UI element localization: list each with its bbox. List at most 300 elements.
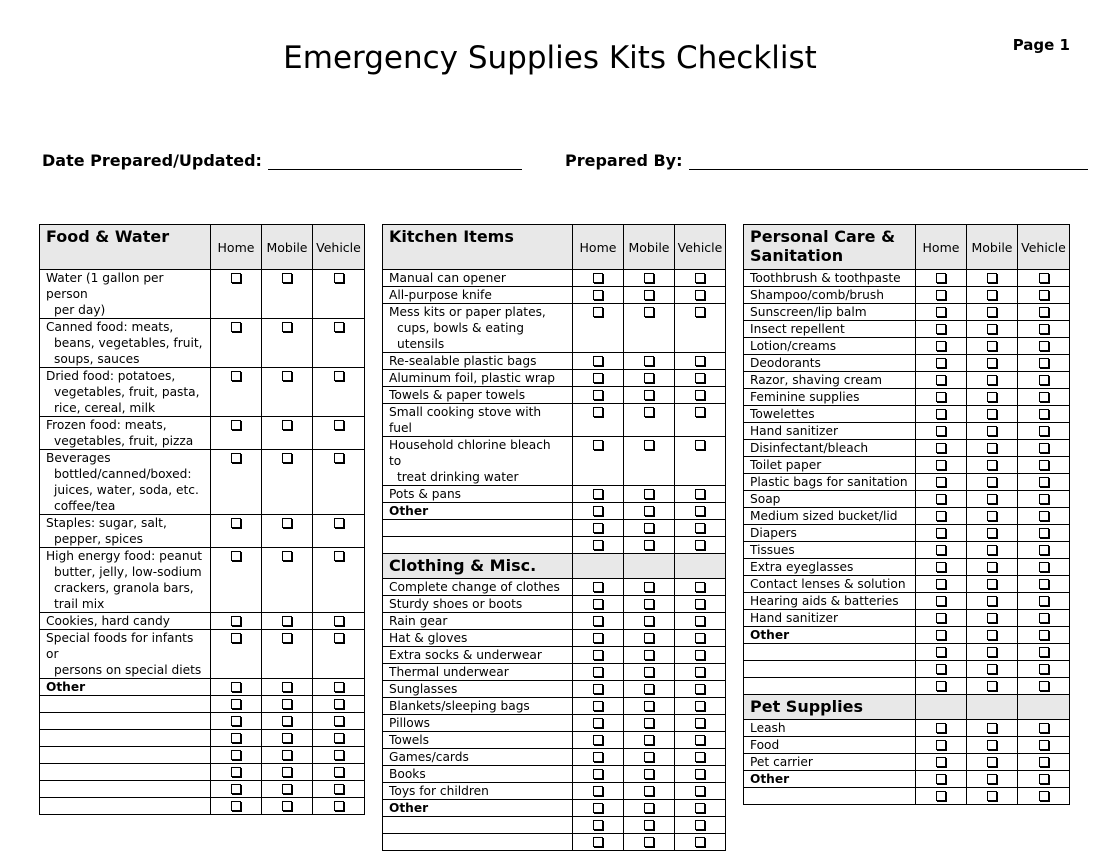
mobile-checkbox[interactable] bbox=[644, 786, 654, 796]
home-checkbox[interactable] bbox=[593, 489, 603, 499]
mobile-checkbox[interactable] bbox=[987, 426, 997, 436]
home-checkbox[interactable] bbox=[936, 774, 946, 784]
home-checkbox[interactable] bbox=[936, 613, 946, 623]
checkbox-cell-vehicle bbox=[313, 613, 365, 630]
blank-row bbox=[40, 798, 365, 815]
home-checkbox[interactable] bbox=[231, 551, 241, 561]
vehicle-checkbox[interactable] bbox=[695, 506, 705, 516]
vehicle-checkbox[interactable] bbox=[1039, 307, 1049, 317]
vehicle-checkbox[interactable] bbox=[695, 540, 705, 550]
mobile-checkbox[interactable] bbox=[987, 375, 997, 385]
blank-entry-cell[interactable] bbox=[40, 747, 211, 764]
checkbox-cell-mobile bbox=[624, 353, 675, 370]
vehicle-checkbox[interactable] bbox=[695, 489, 705, 499]
vehicle-checkbox[interactable] bbox=[695, 718, 705, 728]
home-checkbox[interactable] bbox=[593, 407, 603, 417]
mobile-checkbox[interactable] bbox=[987, 647, 997, 657]
mobile-checkbox[interactable] bbox=[282, 767, 292, 777]
checklist-row bbox=[744, 737, 1070, 754]
item-label-line: Manual can opener bbox=[389, 271, 506, 285]
checkbox-cell-vehicle bbox=[675, 437, 726, 486]
blank-entry-cell[interactable] bbox=[744, 788, 916, 805]
home-checkbox[interactable] bbox=[593, 633, 603, 643]
vehicle-checkbox[interactable] bbox=[695, 356, 705, 366]
checkbox-cell-mobile bbox=[967, 610, 1018, 627]
section-header-blank bbox=[967, 695, 1018, 720]
mobile-checkbox[interactable] bbox=[644, 407, 654, 417]
home-checkbox[interactable] bbox=[936, 791, 946, 801]
blank-row bbox=[40, 730, 365, 747]
home-checkbox[interactable] bbox=[231, 273, 241, 283]
home-checkbox[interactable] bbox=[936, 740, 946, 750]
home-checkbox[interactable] bbox=[231, 767, 241, 777]
vehicle-checkbox[interactable] bbox=[334, 273, 344, 283]
vehicle-checkbox[interactable] bbox=[695, 407, 705, 417]
vehicle-checkbox[interactable] bbox=[334, 750, 344, 760]
vehicle-checkbox[interactable] bbox=[1039, 596, 1049, 606]
item-label-line: Mess kits or paper plates, bbox=[389, 305, 546, 319]
home-checkbox[interactable] bbox=[936, 630, 946, 640]
checkbox-cell-home bbox=[211, 679, 262, 696]
item-label bbox=[383, 304, 573, 353]
mobile-checkbox[interactable] bbox=[644, 616, 654, 626]
checkbox-cell-home bbox=[916, 788, 967, 805]
vehicle-checkbox[interactable] bbox=[695, 735, 705, 745]
mobile-checkbox[interactable] bbox=[987, 579, 997, 589]
vehicle-checkbox[interactable] bbox=[695, 523, 705, 533]
section-header-blank bbox=[1018, 695, 1070, 720]
vehicle-checkbox[interactable] bbox=[1039, 409, 1049, 419]
mobile-checkbox[interactable] bbox=[987, 392, 997, 402]
mobile-checkbox[interactable] bbox=[282, 716, 292, 726]
vehicle-checkbox[interactable] bbox=[334, 767, 344, 777]
blank-row bbox=[40, 696, 365, 713]
vehicle-checkbox[interactable] bbox=[1039, 392, 1049, 402]
home-checkbox[interactable] bbox=[593, 650, 603, 660]
vehicle-checkbox[interactable] bbox=[695, 582, 705, 592]
home-checkbox[interactable] bbox=[593, 290, 603, 300]
item-label: Games/cards bbox=[383, 749, 573, 766]
mobile-checkbox[interactable] bbox=[644, 633, 654, 643]
checkbox-cell-mobile bbox=[262, 319, 313, 368]
checkbox-cell-vehicle bbox=[1018, 525, 1070, 542]
mobile-checkbox[interactable] bbox=[644, 273, 654, 283]
checkbox-cell-home bbox=[916, 720, 967, 737]
mobile-checkbox[interactable] bbox=[282, 801, 292, 811]
home-checkbox[interactable] bbox=[593, 540, 603, 550]
food-water-header: Food & Water bbox=[40, 225, 211, 270]
vehicle-checkbox[interactable] bbox=[695, 273, 705, 283]
mobile-checkbox[interactable] bbox=[282, 733, 292, 743]
mobile-checkbox[interactable] bbox=[987, 596, 997, 606]
home-checkbox[interactable] bbox=[593, 273, 603, 283]
vehicle-checkbox[interactable] bbox=[695, 307, 705, 317]
home-checkbox[interactable] bbox=[231, 801, 241, 811]
vehicle-checkbox[interactable] bbox=[695, 650, 705, 660]
item-label: Medium sized bucket/lid bbox=[744, 508, 916, 525]
home-checkbox[interactable] bbox=[936, 545, 946, 555]
checkbox-cell-vehicle bbox=[1018, 423, 1070, 440]
mobile-checkbox[interactable] bbox=[644, 356, 654, 366]
mobile-checkbox[interactable] bbox=[282, 616, 292, 626]
vehicle-checkbox[interactable] bbox=[1039, 791, 1049, 801]
home-checkbox[interactable] bbox=[231, 322, 241, 332]
vehicle-checkbox[interactable] bbox=[1039, 740, 1049, 750]
mobile-checkbox[interactable] bbox=[987, 757, 997, 767]
home-checkbox[interactable] bbox=[936, 358, 946, 368]
home-checkbox[interactable] bbox=[231, 716, 241, 726]
item-label: Soap bbox=[744, 491, 916, 508]
vehicle-checkbox[interactable] bbox=[1039, 647, 1049, 657]
home-checkbox[interactable] bbox=[936, 647, 946, 657]
item-label-line: per day) bbox=[54, 303, 106, 317]
mobile-checkbox[interactable] bbox=[644, 506, 654, 516]
item-label bbox=[40, 515, 211, 548]
mobile-checkbox[interactable] bbox=[987, 511, 997, 521]
checkbox-cell-home bbox=[916, 389, 967, 406]
item-label-line: juices, water, soda, etc. bbox=[54, 483, 199, 497]
vehicle-checkbox[interactable] bbox=[1039, 630, 1049, 640]
mobile-checkbox[interactable] bbox=[644, 667, 654, 677]
checklist-row bbox=[383, 387, 726, 404]
vehicle-checkbox[interactable] bbox=[1039, 613, 1049, 623]
blank-entry-cell[interactable] bbox=[383, 537, 573, 554]
vehicle-checkbox[interactable] bbox=[1039, 681, 1049, 691]
checkbox-cell-home bbox=[573, 304, 624, 353]
home-checkbox[interactable] bbox=[936, 757, 946, 767]
vehicle-checkbox[interactable] bbox=[1039, 511, 1049, 521]
home-checkbox[interactable] bbox=[231, 699, 241, 709]
home-checkbox[interactable] bbox=[593, 523, 603, 533]
vehicle-checkbox[interactable] bbox=[695, 769, 705, 779]
checkbox-cell-vehicle bbox=[1018, 644, 1070, 661]
vehicle-checkbox[interactable] bbox=[334, 699, 344, 709]
item-label-line: Special foods for infants or bbox=[46, 631, 194, 661]
vehicle-checkbox[interactable] bbox=[695, 290, 705, 300]
vehicle-checkbox[interactable] bbox=[334, 453, 344, 463]
home-checkbox[interactable] bbox=[936, 596, 946, 606]
item-label: Razor, shaving cream bbox=[744, 372, 916, 389]
vehicle-checkbox[interactable] bbox=[1039, 324, 1049, 334]
home-checkbox[interactable] bbox=[231, 616, 241, 626]
blank-entry-cell[interactable] bbox=[40, 798, 211, 815]
home-checkbox[interactable] bbox=[936, 528, 946, 538]
blank-entry-cell[interactable] bbox=[40, 730, 211, 747]
mobile-checkbox[interactable] bbox=[987, 324, 997, 334]
home-checkbox[interactable] bbox=[593, 752, 603, 762]
home-checkbox[interactable] bbox=[936, 664, 946, 674]
mobile-checkbox[interactable] bbox=[987, 409, 997, 419]
mobile-checkbox[interactable] bbox=[644, 599, 654, 609]
vehicle-checkbox[interactable] bbox=[695, 616, 705, 626]
home-checkbox[interactable] bbox=[231, 518, 241, 528]
mobile-checkbox[interactable] bbox=[644, 390, 654, 400]
mobile-checkbox[interactable] bbox=[644, 752, 654, 762]
checkbox-cell-vehicle bbox=[1018, 321, 1070, 338]
mobile-checkbox[interactable] bbox=[987, 460, 997, 470]
mobile-checkbox[interactable] bbox=[282, 750, 292, 760]
home-checkbox[interactable] bbox=[593, 616, 603, 626]
vehicle-checkbox[interactable] bbox=[1039, 494, 1049, 504]
home-checkbox[interactable] bbox=[593, 803, 603, 813]
vehicle-checkbox[interactable] bbox=[334, 733, 344, 743]
blank-entry-cell[interactable] bbox=[40, 696, 211, 713]
mobile-checkbox[interactable] bbox=[282, 551, 292, 561]
vehicle-checkbox[interactable] bbox=[695, 373, 705, 383]
mobile-checkbox[interactable] bbox=[282, 371, 292, 381]
mobile-checkbox[interactable] bbox=[987, 290, 997, 300]
vehicle-checkbox[interactable] bbox=[695, 599, 705, 609]
mobile-checkbox[interactable] bbox=[987, 791, 997, 801]
mobile-checkbox[interactable] bbox=[987, 613, 997, 623]
item-label-line: Canned food: meats, bbox=[46, 320, 174, 334]
date-prepared-line[interactable] bbox=[268, 153, 522, 170]
mobile-checkbox[interactable] bbox=[987, 443, 997, 453]
section-header-blank bbox=[624, 554, 675, 579]
mobile-checkbox[interactable] bbox=[282, 420, 292, 430]
checklist-row bbox=[744, 372, 1070, 389]
home-checkbox[interactable] bbox=[593, 390, 603, 400]
vehicle-checkbox[interactable] bbox=[1039, 757, 1049, 767]
checkbox-cell-mobile bbox=[624, 486, 675, 503]
checklist-row bbox=[40, 417, 365, 450]
blank-entry-cell[interactable] bbox=[383, 834, 573, 851]
vehicle-checkbox[interactable] bbox=[1039, 723, 1049, 733]
mobile-checkbox[interactable] bbox=[282, 682, 292, 692]
mobile-checkbox[interactable] bbox=[282, 273, 292, 283]
mobile-checkbox[interactable] bbox=[987, 664, 997, 674]
checkbox-cell-vehicle bbox=[675, 698, 726, 715]
vehicle-checkbox[interactable] bbox=[695, 667, 705, 677]
home-checkbox[interactable] bbox=[936, 307, 946, 317]
home-checkbox[interactable] bbox=[593, 667, 603, 677]
home-checkbox[interactable] bbox=[593, 506, 603, 516]
mobile-checkbox[interactable] bbox=[644, 290, 654, 300]
home-checkbox[interactable] bbox=[593, 307, 603, 317]
home-checkbox[interactable] bbox=[936, 290, 946, 300]
item-label: Rain gear bbox=[383, 613, 573, 630]
mobile-checkbox[interactable] bbox=[644, 650, 654, 660]
mobile-checkbox[interactable] bbox=[987, 740, 997, 750]
vehicle-checkbox[interactable] bbox=[1039, 460, 1049, 470]
home-checkbox[interactable] bbox=[936, 723, 946, 733]
vehicle-checkbox[interactable] bbox=[1039, 664, 1049, 674]
home-checkbox[interactable] bbox=[593, 735, 603, 745]
checkbox-cell-vehicle bbox=[675, 596, 726, 613]
vehicle-checkbox[interactable] bbox=[334, 518, 344, 528]
vehicle-checkbox[interactable] bbox=[1039, 528, 1049, 538]
home-checkbox[interactable] bbox=[231, 420, 241, 430]
mobile-checkbox[interactable] bbox=[987, 681, 997, 691]
checkbox-cell-vehicle bbox=[1018, 593, 1070, 610]
blank-entry-cell[interactable] bbox=[40, 713, 211, 730]
mobile-checkbox[interactable] bbox=[644, 440, 654, 450]
mobile-checkbox[interactable] bbox=[644, 684, 654, 694]
blank-row bbox=[383, 537, 726, 554]
mobile-checkbox[interactable] bbox=[644, 820, 654, 830]
mobile-checkbox[interactable] bbox=[987, 774, 997, 784]
home-checkbox[interactable] bbox=[936, 341, 946, 351]
blank-entry-cell[interactable] bbox=[40, 781, 211, 798]
vehicle-checkbox[interactable] bbox=[1039, 358, 1049, 368]
home-checkbox[interactable] bbox=[936, 477, 946, 487]
home-checkbox[interactable] bbox=[231, 784, 241, 794]
vehicle-checkbox[interactable] bbox=[1039, 562, 1049, 572]
vehicle-checkbox[interactable] bbox=[1039, 273, 1049, 283]
home-checkbox[interactable] bbox=[936, 409, 946, 419]
item-label bbox=[383, 353, 573, 370]
item-label: Towels bbox=[383, 732, 573, 749]
mobile-checkbox[interactable] bbox=[987, 273, 997, 283]
mobile-checkbox[interactable] bbox=[282, 784, 292, 794]
blank-entry-cell[interactable] bbox=[383, 817, 573, 834]
vehicle-checkbox[interactable] bbox=[334, 784, 344, 794]
home-checkbox[interactable] bbox=[936, 511, 946, 521]
blank-entry-cell[interactable] bbox=[744, 661, 916, 678]
home-checkbox[interactable] bbox=[231, 750, 241, 760]
mobile-checkbox[interactable] bbox=[282, 633, 292, 643]
mobile-checkbox[interactable] bbox=[987, 477, 997, 487]
mobile-checkbox[interactable] bbox=[282, 453, 292, 463]
checkbox-cell-vehicle bbox=[675, 613, 726, 630]
vehicle-checkbox[interactable] bbox=[695, 684, 705, 694]
mobile-checkbox[interactable] bbox=[987, 341, 997, 351]
mobile-checkbox[interactable] bbox=[987, 630, 997, 640]
mobile-checkbox[interactable] bbox=[987, 528, 997, 538]
checklist-row bbox=[40, 613, 365, 630]
home-checkbox[interactable] bbox=[936, 494, 946, 504]
home-checkbox[interactable] bbox=[231, 453, 241, 463]
home-checkbox[interactable] bbox=[593, 820, 603, 830]
mobile-checkbox[interactable] bbox=[644, 540, 654, 550]
vehicle-checkbox[interactable] bbox=[1039, 341, 1049, 351]
vehicle-checkbox[interactable] bbox=[1039, 579, 1049, 589]
checkbox-cell-vehicle bbox=[675, 715, 726, 732]
vehicle-checkbox[interactable] bbox=[334, 420, 344, 430]
vehicle-checkbox[interactable] bbox=[334, 371, 344, 381]
home-checkbox[interactable] bbox=[593, 582, 603, 592]
mobile-checkbox[interactable] bbox=[282, 322, 292, 332]
home-checkbox[interactable] bbox=[593, 769, 603, 779]
home-checkbox[interactable] bbox=[231, 633, 241, 643]
mobile-checkbox[interactable] bbox=[644, 373, 654, 383]
mobile-checkbox[interactable] bbox=[987, 545, 997, 555]
mobile-checkbox[interactable] bbox=[644, 489, 654, 499]
vehicle-checkbox[interactable] bbox=[1039, 290, 1049, 300]
mobile-checkbox[interactable] bbox=[644, 307, 654, 317]
checklist-row bbox=[744, 270, 1070, 287]
mobile-checkbox[interactable] bbox=[644, 803, 654, 813]
mobile-checkbox[interactable] bbox=[644, 701, 654, 711]
home-checkbox[interactable] bbox=[936, 273, 946, 283]
mobile-checkbox[interactable] bbox=[644, 837, 654, 847]
home-checkbox[interactable] bbox=[231, 682, 241, 692]
vehicle-checkbox[interactable] bbox=[695, 820, 705, 830]
mobile-checkbox[interactable] bbox=[644, 523, 654, 533]
home-checkbox[interactable] bbox=[593, 684, 603, 694]
mobile-checkbox[interactable] bbox=[987, 494, 997, 504]
mobile-checkbox[interactable] bbox=[644, 582, 654, 592]
home-checkbox[interactable] bbox=[936, 375, 946, 385]
home-checkbox[interactable] bbox=[593, 786, 603, 796]
home-checkbox[interactable] bbox=[231, 733, 241, 743]
vehicle-checkbox[interactable] bbox=[1039, 426, 1049, 436]
vehicle-checkbox[interactable] bbox=[334, 716, 344, 726]
blank-entry-cell[interactable] bbox=[383, 520, 573, 537]
mobile-checkbox[interactable] bbox=[282, 699, 292, 709]
home-checkbox[interactable] bbox=[936, 460, 946, 470]
vehicle-checkbox[interactable] bbox=[695, 786, 705, 796]
home-checkbox[interactable] bbox=[936, 324, 946, 334]
vehicle-checkbox[interactable] bbox=[695, 440, 705, 450]
vehicle-checkbox[interactable] bbox=[695, 837, 705, 847]
home-checkbox[interactable] bbox=[593, 373, 603, 383]
vehicle-checkbox[interactable] bbox=[695, 701, 705, 711]
vehicle-checkbox[interactable] bbox=[695, 390, 705, 400]
home-checkbox[interactable] bbox=[593, 356, 603, 366]
checkbox-cell-vehicle bbox=[675, 817, 726, 834]
vehicle-checkbox[interactable] bbox=[334, 322, 344, 332]
checkbox-cell-vehicle bbox=[675, 304, 726, 353]
mobile-checkbox[interactable] bbox=[987, 562, 997, 572]
vehicle-checkbox[interactable] bbox=[695, 633, 705, 643]
home-checkbox[interactable] bbox=[936, 579, 946, 589]
vehicle-checkbox[interactable] bbox=[1039, 545, 1049, 555]
page-number: Page 1 bbox=[1012, 36, 1070, 54]
mobile-checkbox[interactable] bbox=[987, 307, 997, 317]
mobile-checkbox[interactable] bbox=[987, 723, 997, 733]
vehicle-checkbox[interactable] bbox=[334, 633, 344, 643]
pet-supplies-header-row bbox=[744, 695, 1070, 720]
mobile-checkbox[interactable] bbox=[644, 735, 654, 745]
vehicle-checkbox[interactable] bbox=[1039, 375, 1049, 385]
prepared-by-line[interactable] bbox=[689, 153, 1088, 170]
home-checkbox[interactable] bbox=[593, 701, 603, 711]
vehicle-checkbox[interactable] bbox=[334, 551, 344, 561]
home-checkbox[interactable] bbox=[936, 392, 946, 402]
home-checkbox[interactable] bbox=[593, 837, 603, 847]
blank-entry-cell[interactable] bbox=[744, 678, 916, 695]
blank-entry-cell[interactable] bbox=[744, 644, 916, 661]
home-checkbox[interactable] bbox=[231, 371, 241, 381]
vehicle-checkbox[interactable] bbox=[1039, 477, 1049, 487]
home-checkbox[interactable] bbox=[593, 718, 603, 728]
vehicle-checkbox[interactable] bbox=[334, 801, 344, 811]
home-checkbox[interactable] bbox=[936, 681, 946, 691]
home-checkbox[interactable] bbox=[936, 562, 946, 572]
home-checkbox[interactable] bbox=[936, 443, 946, 453]
vehicle-checkbox[interactable] bbox=[695, 752, 705, 762]
home-checkbox[interactable] bbox=[593, 599, 603, 609]
vehicle-checkbox[interactable] bbox=[1039, 443, 1049, 453]
vehicle-checkbox[interactable] bbox=[334, 682, 344, 692]
home-checkbox[interactable] bbox=[936, 426, 946, 436]
blank-entry-cell[interactable] bbox=[40, 764, 211, 781]
checkbox-cell-mobile bbox=[262, 730, 313, 747]
mobile-checkbox[interactable] bbox=[987, 358, 997, 368]
mobile-checkbox[interactable] bbox=[282, 518, 292, 528]
mobile-checkbox[interactable] bbox=[644, 718, 654, 728]
checklist-row bbox=[744, 491, 1070, 508]
vehicle-checkbox[interactable] bbox=[695, 803, 705, 813]
home-checkbox[interactable] bbox=[593, 440, 603, 450]
other-row bbox=[383, 800, 726, 817]
mobile-checkbox[interactable] bbox=[644, 769, 654, 779]
item-label: Lotion/creams bbox=[744, 338, 916, 355]
vehicle-checkbox[interactable] bbox=[1039, 774, 1049, 784]
checkbox-cell-home bbox=[916, 270, 967, 287]
vehicle-checkbox[interactable] bbox=[334, 616, 344, 626]
